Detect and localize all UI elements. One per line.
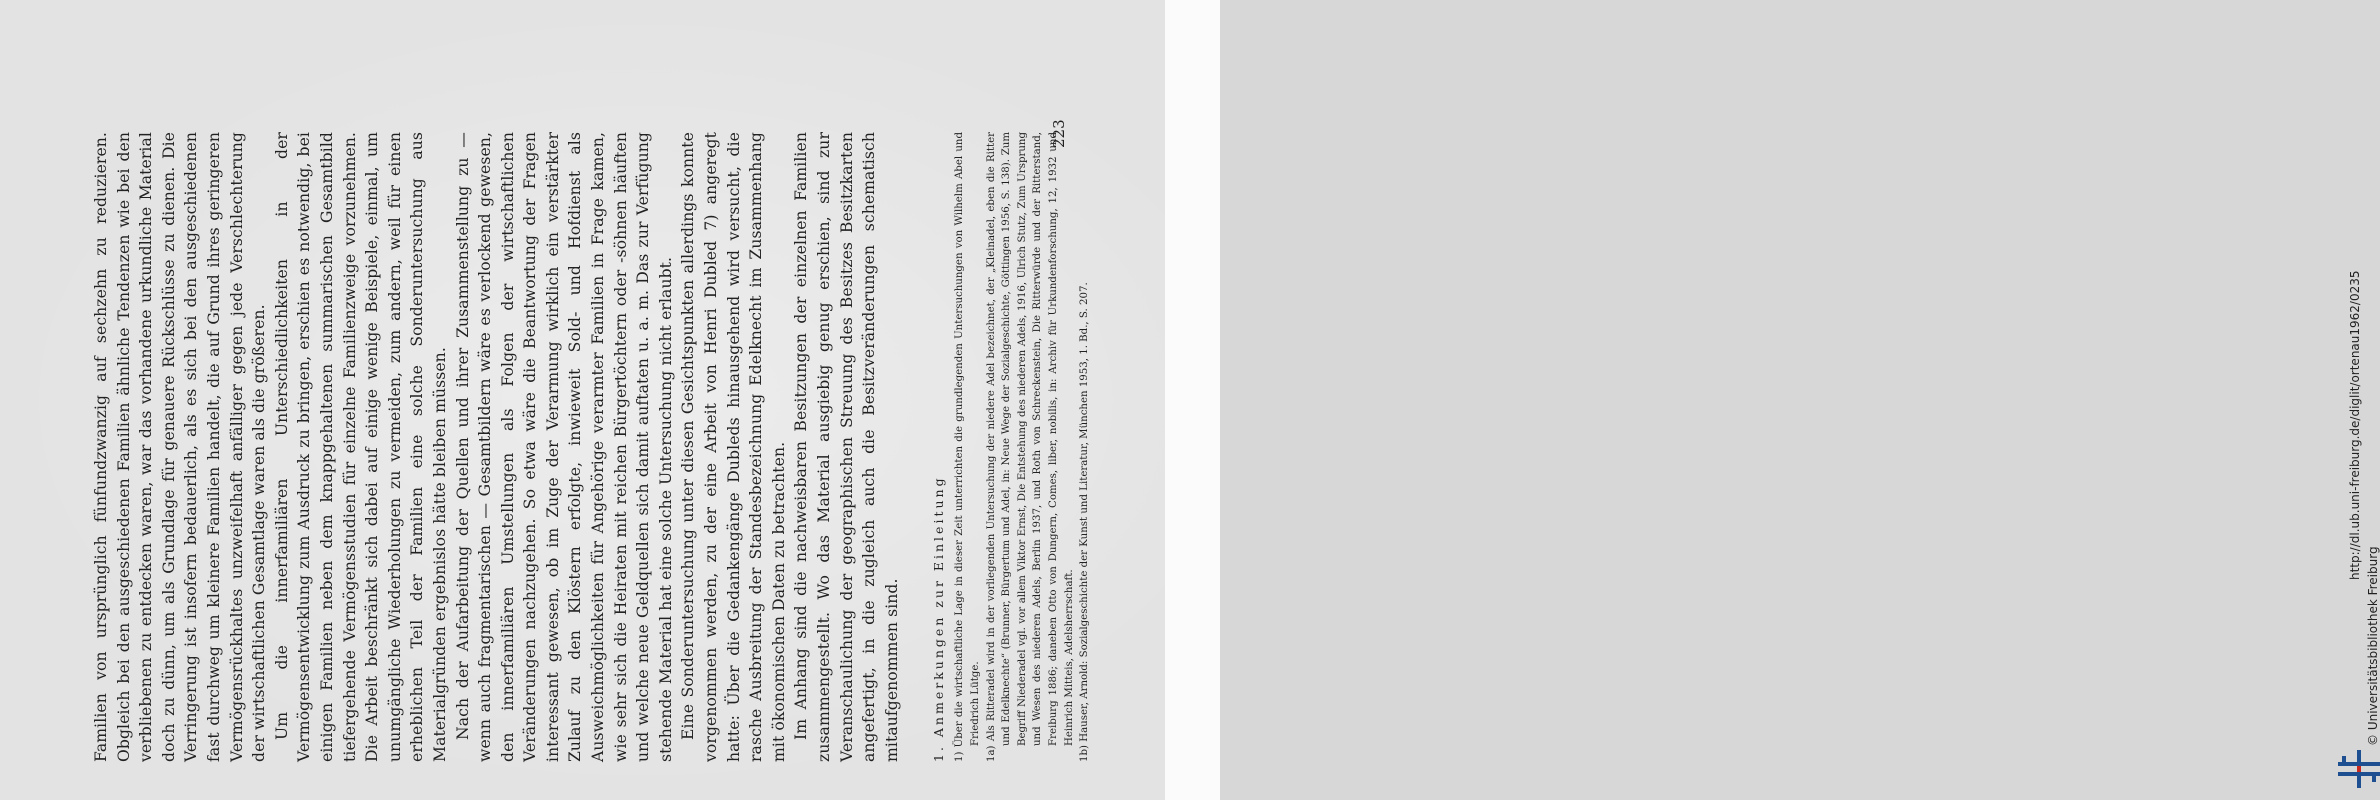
logo-bar-top <box>2338 762 2380 766</box>
ub-freiburg-logo-icon <box>2338 748 2380 790</box>
footnote-1b: 1b) Hauser, Arnold: Sozialgeschichte der Kunst und Literatur, München 1953, 1. Bd., S. 207. <box>1079 282 1091 762</box>
copyright-text: © Universitätsbibliothek Freiburg <box>2366 546 2380 746</box>
logo-accent-right <box>2372 776 2376 782</box>
paragraph-3: Nach der Aufarbeitung der Quellen und ihrer Zusammenstellung zu — wenn auch fragmentarischen — Gesamtbildern wäre es verlockend gewesen, den innerfamiliären Umstellungen als Folgen der wirtschaftlichen Veränderungen nachzugehen. So etwa wäre die Beantwortung der Fragen interessant gewesen, ob im Zuge der Verarmung wirklich ein verstärkter Zulauf zu den Klöstern erfolgte, inwieweit Sold- und Hofdienst als Ausweichmöglichkeiten für Angehörige verarmter Familien in Frage kamen, wie sehr sich die Heiraten mit reichen Bürgertöchtern oder -söhnen häuften und welche neue Geldquellen sich damit auftaten u. a. m. Das zur Verfügung stehende Material hat eine solche Untersuchung nicht erlaubt. <box>453 132 675 762</box>
footnote-1a: 1a) Als Ritteradel wird in der vorliegenden Untersuchung der niedere Adel bezeichnet, der „Kleinadel, eben die Ritter und Edelknechte“ (Brunner, Bürgertum und Adel, in: Neue Wege der Sozialgeschichte, Göttingen 1956, S. 138). Zum Begriff Niederadel vgl. vor allem Viktor Ernst, Die Entstehung des niederen Adels, 1916, Ulrich Stutz, Zum Ursprung und Wesen des niederen Adels, Berlin 1937, und Roth von Schreckenstein, Die Ritterwürde und der Ritterstand, Freiburg 1886; daneben Otto von Dungern, Comes, liber, nobilis, in: Archiv für Urkundenforschung, 12, 1932 und Heinrich Mitteis, Adelsherrschaft. <box>985 132 1075 762</box>
page-number: 223 <box>1050 119 1068 148</box>
logo-stem-bottom <box>2357 776 2361 788</box>
footnotes <box>952 132 1092 762</box>
logo-bar-bottom <box>2338 772 2380 776</box>
source-url-link[interactable]: http://dl.ub.uni-freiburg.de/diglit/ortenau1962/0235 <box>2348 270 2362 580</box>
library-sidebar <box>1165 0 2380 800</box>
logo-accent-left <box>2342 756 2346 762</box>
logo-stem-top <box>2357 750 2361 762</box>
paragraph-4: Eine Sonderuntersuchung unter diesen Gesichtspunkten allerdings konnte vorgenommen werden, zu der eine Arbeit von Henri Dubled 7) angeregt hatte: Über die Gedankengänge Dubleds hinausgehend wird versucht, die rasche Ausbreitung der Standesbezeichnung Edelknecht im Zusammenhang mit ökonomischen Daten zu betrachten. <box>679 132 788 762</box>
page-text-block <box>90 132 1091 762</box>
paragraph-1: Familien von ursprünglich fünfundzwanzig auf sechzehn zu reduzieren. Obgleich bei den ausgeschiedenen Familien ähnliche Tendenzen wie bei den verbliebenen zu entdecken waren, war das vorhandene urkundliche Material doch zu dünn, um als Grundlage für genauere Rückschlüsse zu dienen. Die Verringerung ist insofern bedauerlich, als es sich bei den ausgeschiedenen fast durchweg um kleinere Familien handelt, die auf Grund ihres geringeren Vermögensrückhaltes unzweifelhaft anfälliger gegen jede Verschlechterung der wirtschaftlichen Gesamtlage waren als die größeren. <box>92 132 269 762</box>
scanned-page <box>0 0 1165 800</box>
logo-center <box>2357 766 2361 772</box>
paragraph-5: Im Anhang sind die nachweisbaren Besitzungen der einzelnen Familien zusammengestellt. Wo das Material ausgiebig genug erschien, sind zur Veranschaulichung der geographischen Streuung des Besitzes Besitzkarten angefertigt, in die zugleich auch die Besitzveränderungen schematisch mitaufgenommen sind. <box>792 132 901 762</box>
footnote-1: 1) Über die wirtschaftliche Lage in dieser Zeit unterrichten die grundlegenden Untersuchungen von Wilhelm Abel und Friedrich Lütge. <box>954 132 981 762</box>
paragraph-2: Um die innerfamiliären Unterschiedlichkeiten in der Vermögensentwicklung zum Ausdruck zu bringen, erschien es notwendig, bei einigen Familien neben dem knappgehaltenen summarischen Gesamtbild tiefergehende Vermögensstudien für einzelne Familienzweige vorzunehmen. Die Arbeit beschränkt sich dabei auf einige wenige Beispiele, einmal, um unumgängliche Wiederholungen zu vermeiden, zum andern, weil für einen erheblichen Teil der Familien eine solche Sonderuntersuchung aus Materialgründen ergebnislos hätte bleiben müssen. <box>272 132 449 762</box>
notes-heading: 1. Anmerkungen zur Einleitung <box>931 475 947 762</box>
